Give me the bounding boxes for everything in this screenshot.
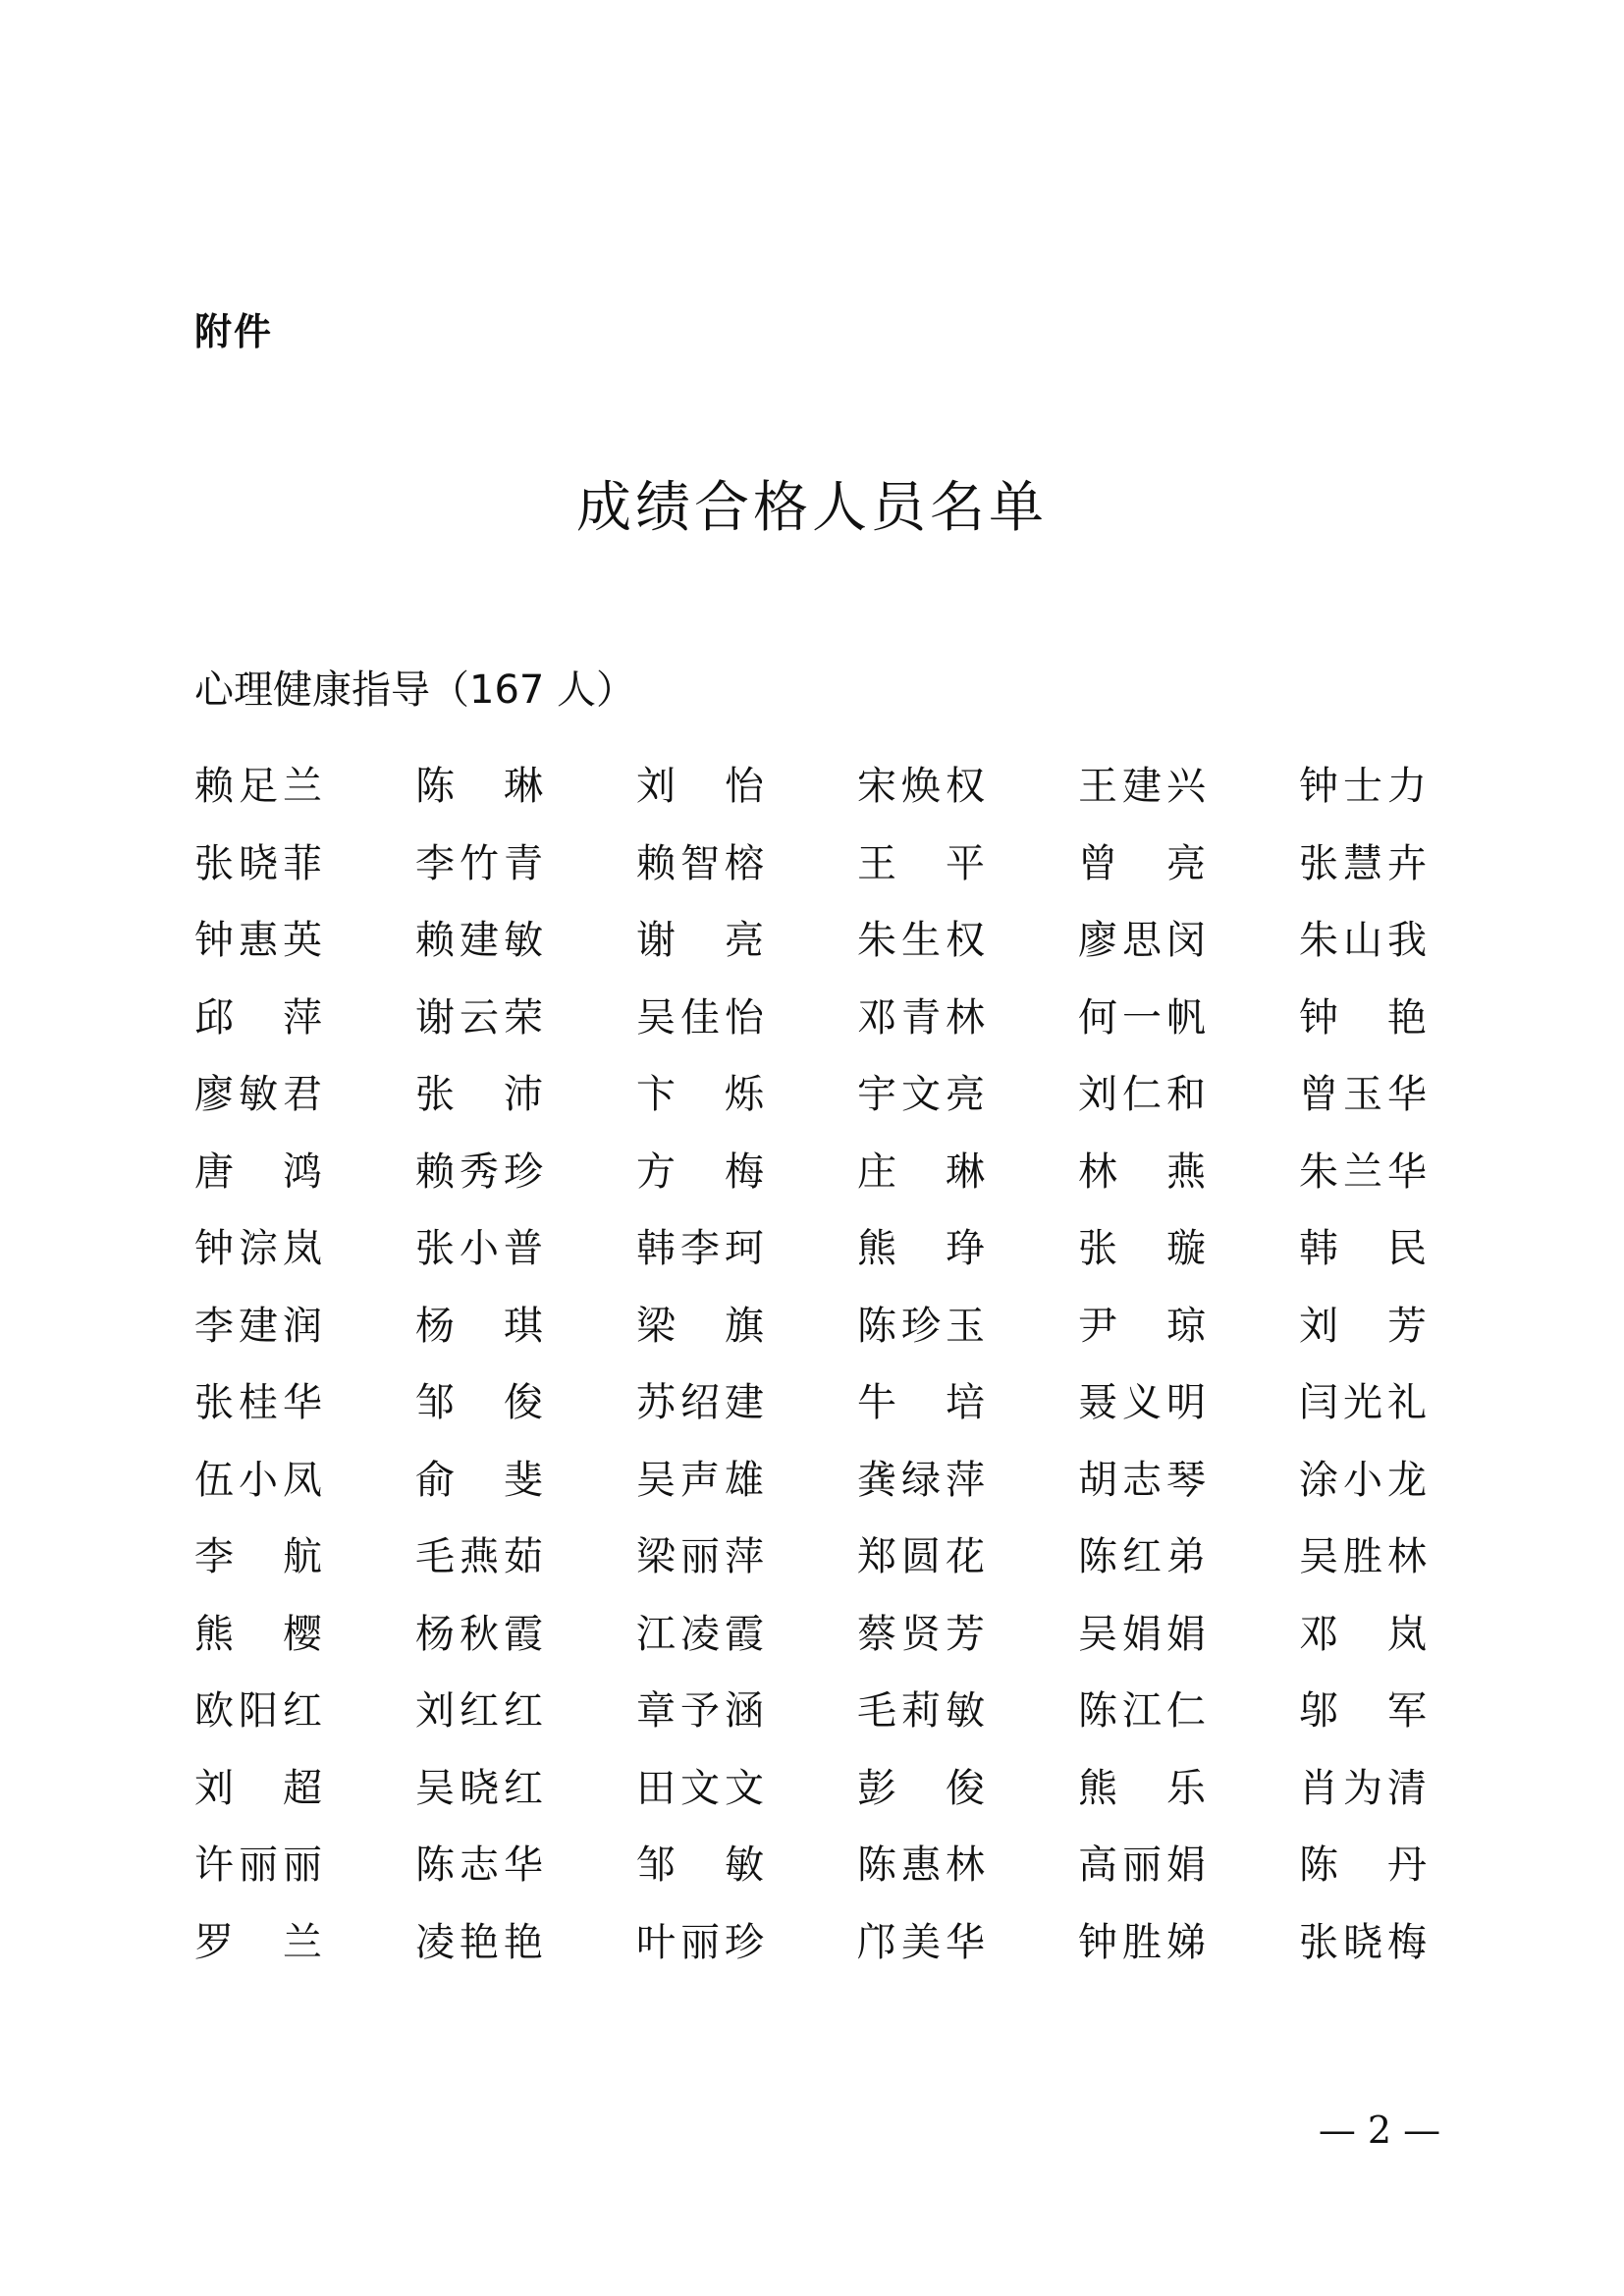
name-text: 宇 文 亮	[857, 1072, 985, 1118]
name-entry	[194, 1056, 415, 1134]
name-entry	[636, 1596, 857, 1674]
name-text: 吴 晓 红	[415, 1765, 543, 1811]
name-entry	[1078, 1904, 1299, 1982]
name-text: 李 竹 青	[415, 840, 543, 886]
name-entry	[194, 1134, 415, 1211]
name-entry	[194, 1673, 415, 1750]
name-entry	[415, 1134, 636, 1211]
name-text: 陈 红 弟	[1078, 1534, 1206, 1580]
name-text: 郑 圆 花	[857, 1534, 985, 1580]
name-entry	[857, 1519, 1078, 1596]
name-entry	[857, 1904, 1078, 1982]
name-entry	[194, 1364, 415, 1442]
name-text: 张 晓 菲	[194, 840, 322, 886]
name-entry	[1299, 1288, 1520, 1365]
name-entry	[415, 1056, 636, 1134]
name-entry	[636, 1519, 857, 1596]
name-text: 张 慧 卉	[1299, 840, 1427, 886]
name-text: 赖 智 榕	[636, 840, 764, 886]
name-text: 许 丽 丽	[194, 1842, 322, 1889]
name-text: 邓 岚	[1299, 1611, 1427, 1657]
name-entry	[636, 1210, 857, 1288]
page-number: — 2 —	[1318, 2109, 1441, 2152]
name-text: 陈 丹	[1299, 1842, 1427, 1889]
name-text: 谢 亮	[636, 918, 764, 964]
name-entry	[857, 1827, 1078, 1904]
name-entry	[415, 1673, 636, 1750]
name-text: 闫 光 礼	[1299, 1380, 1427, 1426]
name-text: 陈 惠 林	[857, 1842, 985, 1889]
name-text: 彭 俊	[857, 1765, 985, 1811]
name-text: 林 燕	[1078, 1148, 1206, 1195]
name-entry	[1078, 1134, 1299, 1211]
name-text: 牛 培	[857, 1380, 985, 1426]
name-text: 邝 美 华	[857, 1919, 985, 1965]
name-entry	[1299, 826, 1520, 903]
name-entry	[1299, 1134, 1520, 1211]
name-entry	[1078, 1827, 1299, 1904]
name-text: 叶 丽 珍	[636, 1919, 764, 1965]
name-entry	[1078, 748, 1299, 826]
name-text: 刘 仁 和	[1078, 1072, 1206, 1118]
name-entry	[636, 826, 857, 903]
name-entry	[1299, 1210, 1520, 1288]
name-entry	[415, 826, 636, 903]
name-entry	[857, 1288, 1078, 1365]
name-entry	[1299, 1827, 1520, 1904]
name-text: 胡 志 琴	[1078, 1457, 1206, 1503]
name-text: 欧 阳 红	[194, 1688, 322, 1735]
name-text: 毛 莉 敏	[857, 1688, 985, 1735]
name-text: 钟 艳	[1299, 994, 1427, 1041]
name-text: 刘 芳	[1299, 1303, 1427, 1349]
name-text: 伍 小 凤	[194, 1457, 322, 1503]
name-text: 唐 鸿	[194, 1148, 322, 1195]
name-entry	[1299, 980, 1520, 1057]
name-entry	[1078, 1056, 1299, 1134]
name-text: 王 建 兴	[1078, 764, 1206, 810]
name-entry	[857, 980, 1078, 1057]
name-text: 曾 亮	[1078, 840, 1206, 886]
name-text: 陈 志 华	[415, 1842, 543, 1889]
name-text: 王 平	[857, 840, 985, 886]
name-entry	[1299, 1519, 1520, 1596]
name-text: 俞 斐	[415, 1457, 543, 1503]
name-text: 吴 娟 娟	[1078, 1611, 1206, 1657]
name-entry	[857, 1056, 1078, 1134]
name-text: 韩 民	[1299, 1226, 1427, 1272]
name-entry	[857, 902, 1078, 980]
name-entry	[194, 748, 415, 826]
name-text: 朱 山 我	[1299, 918, 1427, 964]
name-text: 杨 秋 霞	[415, 1611, 543, 1657]
name-entry	[636, 1827, 857, 1904]
name-entry	[636, 1442, 857, 1520]
name-entry	[415, 1442, 636, 1520]
name-text: 朱 生 权	[857, 918, 985, 964]
name-text: 罗 兰	[194, 1919, 322, 1965]
name-text: 李 航	[194, 1534, 322, 1580]
name-entry	[1078, 826, 1299, 903]
name-text: 钟 惠 英	[194, 918, 322, 964]
name-entry	[857, 1442, 1078, 1520]
name-text: 李 建 润	[194, 1303, 322, 1349]
name-entry	[636, 748, 857, 826]
name-text: 肖 为 清	[1299, 1765, 1427, 1811]
name-text: 刘 红 红	[415, 1688, 543, 1735]
name-entry	[415, 1210, 636, 1288]
name-entry	[194, 1442, 415, 1520]
name-entry	[636, 1056, 857, 1134]
name-entry	[636, 902, 857, 980]
name-text: 邓 青 林	[857, 994, 985, 1041]
name-entry	[415, 1904, 636, 1982]
name-text: 陈 琳	[415, 764, 543, 810]
name-entry	[857, 826, 1078, 903]
name-text: 韩 李 珂	[636, 1226, 764, 1272]
name-entry	[636, 1364, 857, 1442]
name-text: 钟 士 力	[1299, 764, 1427, 810]
name-entry	[636, 1904, 857, 1982]
name-entry	[636, 1134, 857, 1211]
name-text: 邬 军	[1299, 1688, 1427, 1735]
name-entry	[1078, 1519, 1299, 1596]
name-text: 吴 佳 怡	[636, 994, 764, 1041]
name-text: 张 晓 梅	[1299, 1919, 1427, 1965]
name-entry	[415, 1288, 636, 1365]
name-entry	[194, 1288, 415, 1365]
name-text: 刘 怡	[636, 764, 764, 810]
name-entry	[194, 1827, 415, 1904]
name-text: 张 小 普	[415, 1226, 543, 1272]
name-text: 张 桂 华	[194, 1380, 322, 1426]
name-text: 赖 建 敏	[415, 918, 543, 964]
name-entry	[415, 1750, 636, 1828]
name-entry	[1299, 748, 1520, 826]
name-text: 朱 兰 华	[1299, 1148, 1427, 1195]
name-entry	[194, 1904, 415, 1982]
name-entry	[194, 1210, 415, 1288]
name-entry	[194, 826, 415, 903]
name-text: 高 丽 娟	[1078, 1842, 1206, 1889]
name-entry	[1078, 1288, 1299, 1365]
name-text: 赖 足 兰	[194, 764, 322, 810]
name-text: 熊 樱	[194, 1611, 322, 1657]
name-text: 方 梅	[636, 1148, 764, 1195]
name-entry	[857, 1134, 1078, 1211]
name-text: 刘 超	[194, 1765, 322, 1811]
name-text: 赖 秀 珍	[415, 1148, 543, 1195]
name-text: 吴 声 雄	[636, 1457, 764, 1503]
name-text: 邹 俊	[415, 1380, 543, 1426]
name-entry	[1078, 980, 1299, 1057]
attachment-label: 附件	[194, 310, 274, 353]
name-entry	[636, 980, 857, 1057]
name-list	[194, 748, 1461, 1981]
name-entry	[636, 1673, 857, 1750]
name-text: 凌 艳 艳	[415, 1919, 543, 1965]
name-text: 熊 乐	[1078, 1765, 1206, 1811]
name-entry	[1299, 1904, 1520, 1982]
name-text: 陈 江 仁	[1078, 1688, 1206, 1735]
name-entry	[415, 1364, 636, 1442]
name-entry	[857, 1364, 1078, 1442]
name-text: 田 文 文	[636, 1765, 764, 1811]
name-entry	[415, 748, 636, 826]
name-text: 钟 胜 娣	[1078, 1919, 1206, 1965]
name-text: 张 沛	[415, 1072, 543, 1118]
name-text: 熊 琤	[857, 1226, 985, 1272]
name-text: 谢 云 荣	[415, 994, 543, 1041]
document-title: 成绩合格人员名单	[576, 476, 1048, 540]
name-text: 龚 绿 萍	[857, 1457, 985, 1503]
name-entry	[636, 1288, 857, 1365]
name-entry	[1299, 1364, 1520, 1442]
name-entry	[194, 1750, 415, 1828]
name-entry	[415, 980, 636, 1057]
name-entry	[415, 1519, 636, 1596]
name-text: 吴 胜 林	[1299, 1534, 1427, 1580]
name-text: 陈 珍 玉	[857, 1303, 985, 1349]
name-text: 梁 丽 萍	[636, 1534, 764, 1580]
name-entry	[857, 1210, 1078, 1288]
name-entry	[1078, 1442, 1299, 1520]
name-text: 涂 小 龙	[1299, 1457, 1427, 1503]
name-entry	[636, 1750, 857, 1828]
name-text: 杨 琪	[415, 1303, 543, 1349]
name-entry	[415, 1827, 636, 1904]
name-text: 尹 琼	[1078, 1303, 1206, 1349]
name-entry	[1078, 1364, 1299, 1442]
name-entry	[194, 1519, 415, 1596]
name-entry	[415, 1596, 636, 1674]
name-text: 江 凌 霞	[636, 1611, 764, 1657]
name-entry	[1078, 1673, 1299, 1750]
name-text: 曾 玉 华	[1299, 1072, 1427, 1118]
name-entry	[415, 902, 636, 980]
name-text: 邹 敏	[636, 1842, 764, 1889]
name-text: 蔡 贤 芳	[857, 1611, 985, 1657]
name-text: 梁 旗	[636, 1303, 764, 1349]
name-entry	[1078, 1750, 1299, 1828]
name-entry	[857, 1750, 1078, 1828]
name-entry	[194, 902, 415, 980]
name-entry	[194, 1596, 415, 1674]
name-text: 毛 燕 茹	[415, 1534, 543, 1580]
name-entry	[1299, 902, 1520, 980]
name-entry	[1299, 1750, 1520, 1828]
name-entry	[1078, 1596, 1299, 1674]
name-entry	[1299, 1596, 1520, 1674]
name-entry	[1299, 1442, 1520, 1520]
name-text: 廖 思 闵	[1078, 918, 1206, 964]
section-heading: 心理健康指导（167 人）	[194, 667, 636, 713]
name-text: 张 璇	[1078, 1226, 1206, 1272]
name-entry	[1299, 1056, 1520, 1134]
name-entry	[1078, 902, 1299, 980]
name-text: 聂 义 明	[1078, 1380, 1206, 1426]
name-entry	[857, 748, 1078, 826]
name-text: 廖 敏 君	[194, 1072, 322, 1118]
name-text: 卞 烁	[636, 1072, 764, 1118]
name-entry	[194, 980, 415, 1057]
name-text: 邱 萍	[194, 994, 322, 1041]
name-entry	[857, 1596, 1078, 1674]
name-text: 宋 焕 权	[857, 764, 985, 810]
name-text: 章 予 涵	[636, 1688, 764, 1735]
name-text: 钟 淙 岚	[194, 1226, 322, 1272]
name-entry	[857, 1673, 1078, 1750]
name-text: 庄 琳	[857, 1148, 985, 1195]
name-entry	[1299, 1673, 1520, 1750]
name-text: 苏 绍 建	[636, 1380, 764, 1426]
name-text: 何 一 帆	[1078, 994, 1206, 1041]
name-entry	[1078, 1210, 1299, 1288]
